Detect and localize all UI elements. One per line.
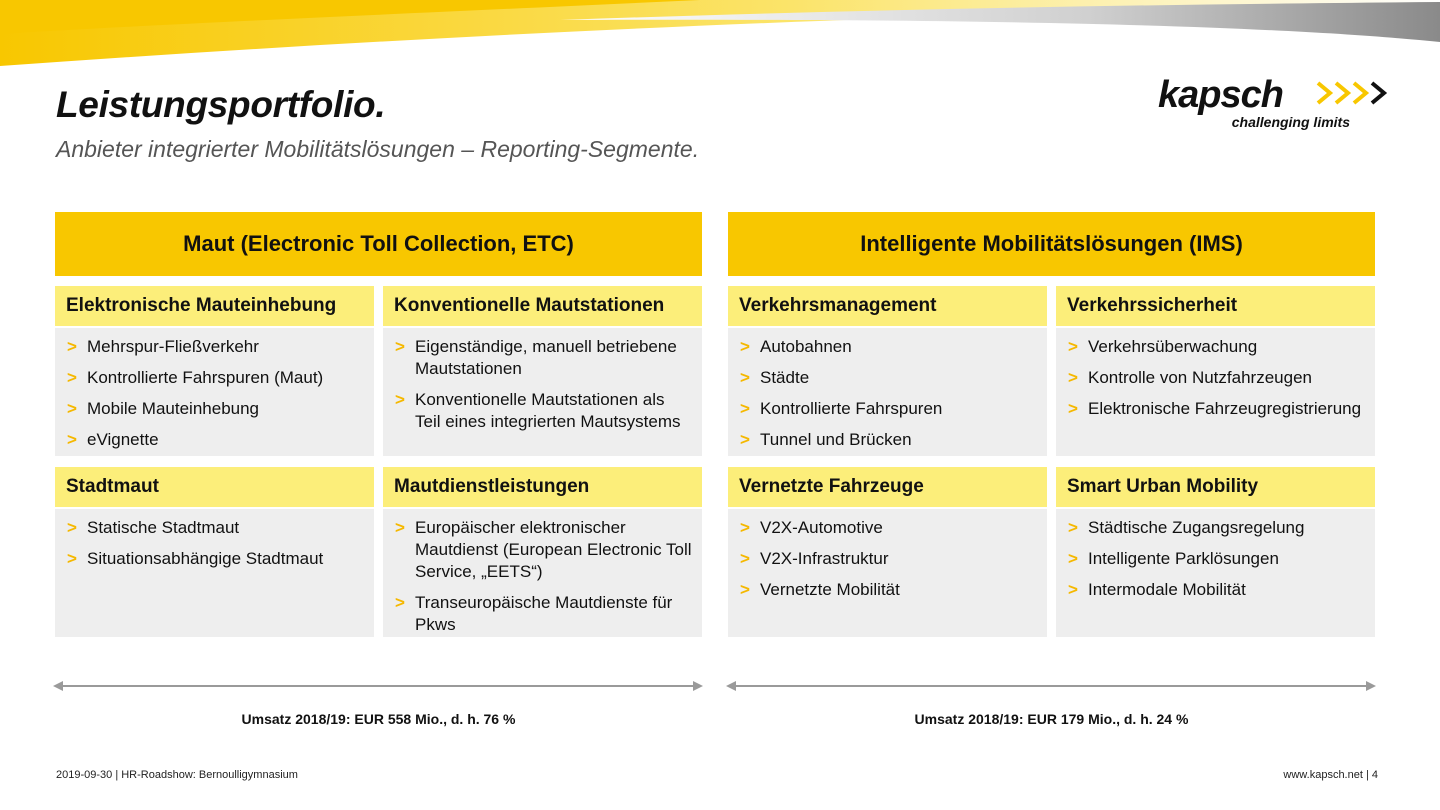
chevron-right-icon: > (395, 390, 405, 409)
chevron-right-icon: > (1068, 337, 1078, 356)
card-verkehrsmanagement (728, 286, 1047, 456)
list-item: > Eigenständige, manuell betriebene Mautstationen (395, 337, 677, 378)
chevron-right-icon: > (1068, 580, 1078, 599)
card-stadtmaut (55, 467, 374, 637)
chevron-right-icon: > (740, 399, 750, 418)
list-item: > Elektronische Fahrzeugregistrierung (1068, 399, 1362, 418)
list-item: > Kontrollierte Fahrspuren (Maut) (67, 368, 324, 387)
logo-wordmark: kapsch (1158, 74, 1283, 116)
segment-header-ims: Intelligente Mobilitätslösungen (IMS) (728, 212, 1375, 276)
card-title: Mautdienstleistungen (383, 467, 702, 509)
page-subtitle: Anbieter integrierter Mobilitätslösungen – Reporting-Segmente. (56, 136, 700, 162)
list-item: > V2X-Infrastruktur (740, 549, 889, 568)
chevron-right-icon: > (395, 593, 405, 612)
footer-date-event: 2019-09-30 | HR-Roadshow: Bernoulligymnasium (56, 769, 298, 781)
chevron-right-icon: > (67, 399, 77, 418)
card-vernetzte-fahrzeuge (728, 467, 1047, 637)
card-elektronische-mauteinhebung (55, 286, 374, 456)
list-item: > Konventionelle Mautstationen als Teil eines integrierten Mautsystems (395, 390, 681, 431)
chevron-right-icon: > (1068, 399, 1078, 418)
chevron-right-icon: > (395, 518, 405, 537)
card-title: Smart Urban Mobility (1056, 467, 1375, 509)
page-title: Leistungsportfolio. (56, 84, 386, 125)
chevron-right-icon: > (740, 518, 750, 537)
chevron-right-icon: > (395, 337, 405, 356)
card-list (1056, 328, 1375, 420)
revenue-maut: Umsatz 2018/19: EUR 558 Mio., d. h. 76 % (241, 711, 516, 727)
header-swoosh (0, 0, 1440, 80)
card-title: Stadtmaut (55, 467, 374, 509)
list-item: > Vernetzte Mobilität (740, 580, 900, 599)
revenue-ims: Umsatz 2018/19: EUR 179 Mio., d. h. 24 % (914, 711, 1189, 727)
chevron-right-icon: > (1068, 518, 1078, 537)
list-item: > Intermodale Mobilität (1068, 580, 1246, 599)
list-item: > Statische Stadtmaut (67, 518, 240, 537)
logo-chevrons-icon (1316, 80, 1388, 106)
list-item: > eVignette (67, 430, 159, 449)
list-item: > Städtische Zugangsregelung (1068, 518, 1305, 537)
card-list (55, 328, 374, 451)
list-item: > Autobahnen (740, 337, 852, 356)
chevron-right-icon: > (67, 430, 77, 449)
list-item: > Situationsabhängige Stadtmaut (67, 549, 324, 568)
card-mautdienstleistungen (383, 467, 702, 637)
card-list (1056, 509, 1375, 601)
chevron-right-icon: > (740, 549, 750, 568)
chevron-right-icon: > (67, 337, 77, 356)
card-list (383, 509, 702, 636)
footer-url-page: www.kapsch.net | 4 (1283, 769, 1378, 781)
list-item: > Mobile Mauteinhebung (67, 399, 260, 418)
segment-header-maut: Maut (Electronic Toll Collection, ETC) (55, 212, 702, 276)
chevron-right-icon: > (67, 368, 77, 387)
double-arrow-icon (726, 678, 1376, 694)
card-title: Konventionelle Mautstationen (383, 286, 702, 328)
chevron-right-icon: > (740, 368, 750, 387)
list-item: > Kontrollierte Fahrspuren (740, 399, 943, 418)
card-title: Vernetzte Fahrzeuge (728, 467, 1047, 509)
list-item: > Städte (740, 368, 810, 387)
card-smart-urban-mobility (1056, 467, 1375, 637)
logo-tagline: challenging limits (1231, 114, 1350, 130)
card-list (728, 328, 1047, 451)
chevron-right-icon: > (740, 337, 750, 356)
chevron-right-icon: > (740, 430, 750, 449)
card-konventionelle-mautstationen (383, 286, 702, 456)
double-arrow-icon (53, 678, 703, 694)
card-verkehrssicherheit (1056, 286, 1375, 456)
list-item: > Intelligente Parklösungen (1068, 549, 1279, 568)
list-item: > Verkehrsüberwachung (1068, 337, 1258, 356)
list-item: > Mehrspur-Fließverkehr (67, 337, 259, 356)
list-item: > Kontrolle von Nutzfahrzeugen (1068, 368, 1312, 387)
card-list (383, 328, 702, 433)
list-item: > V2X-Automotive (740, 518, 883, 537)
chevron-right-icon: > (1068, 549, 1078, 568)
chevron-right-icon: > (1068, 368, 1078, 387)
card-list (55, 509, 374, 570)
card-title: Verkehrssicherheit (1056, 286, 1375, 328)
chevron-right-icon: > (740, 580, 750, 599)
list-item: > Europäischer elektronischer Mautdienst (European Electronic Toll Service, „EETS“) (395, 518, 692, 581)
list-item: > Tunnel und Brücken (740, 430, 912, 449)
chevron-right-icon: > (67, 518, 77, 537)
card-title: Verkehrsmanagement (728, 286, 1047, 328)
list-item: > Transeuropäische Mautdienste für Pkws (395, 593, 673, 634)
kapsch-logo (1150, 74, 1390, 136)
chevron-right-icon: > (67, 549, 77, 568)
card-title: Elektronische Mauteinhebung (55, 286, 374, 328)
card-list (728, 509, 1047, 601)
